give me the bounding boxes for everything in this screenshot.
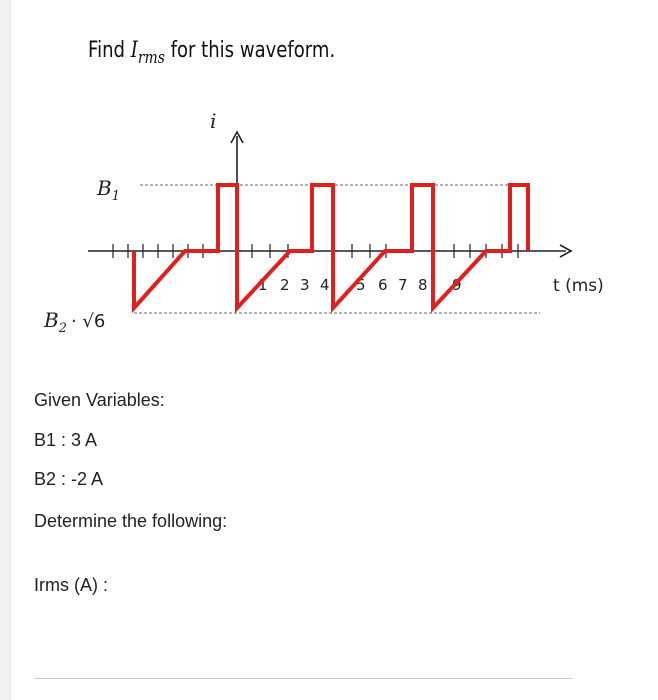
tick-label-5: 5	[356, 276, 366, 294]
tick-label-2: 2	[280, 276, 290, 294]
lower-level-subscript: 2	[58, 321, 67, 336]
tick-label-7: 7	[398, 276, 408, 294]
given-variables-heading: Given Variables:	[34, 390, 165, 410]
x-axis-label: t (ms)	[553, 276, 604, 296]
tick-label-3: 3	[300, 276, 310, 294]
irms-prompt: Irms (A) :	[34, 575, 108, 595]
title-subscript: rms	[137, 48, 165, 68]
variable-b2: B2 : -2 A	[34, 469, 104, 489]
lower-level-multiplier: · √6	[70, 311, 106, 332]
upper-level-label	[96, 176, 120, 204]
title-prefix: Find	[88, 38, 131, 63]
lower-level-symbol: B	[44, 308, 59, 332]
lower-level-label	[43, 308, 105, 336]
current-waveform	[134, 185, 528, 308]
tick-label-8: 8	[418, 276, 428, 294]
tick-label-6: 6	[378, 276, 388, 294]
waveform-diagram	[0, 100, 658, 370]
title-symbol: I	[130, 38, 138, 63]
variable-b1: B1 : 3 A	[34, 430, 98, 450]
answer-input-line[interactable]	[34, 678, 572, 679]
y-axis-label: i	[210, 109, 217, 133]
tick-label-9: 9	[452, 276, 462, 294]
tick-label-4: 4	[320, 276, 330, 294]
question-title	[88, 38, 335, 68]
title-suffix: for this waveform.	[164, 38, 336, 63]
tick-label-1: 1	[258, 276, 268, 294]
upper-level-subscript: 1	[111, 189, 120, 204]
determine-heading: Determine the following:	[34, 511, 228, 531]
upper-level-symbol: B	[97, 176, 112, 200]
